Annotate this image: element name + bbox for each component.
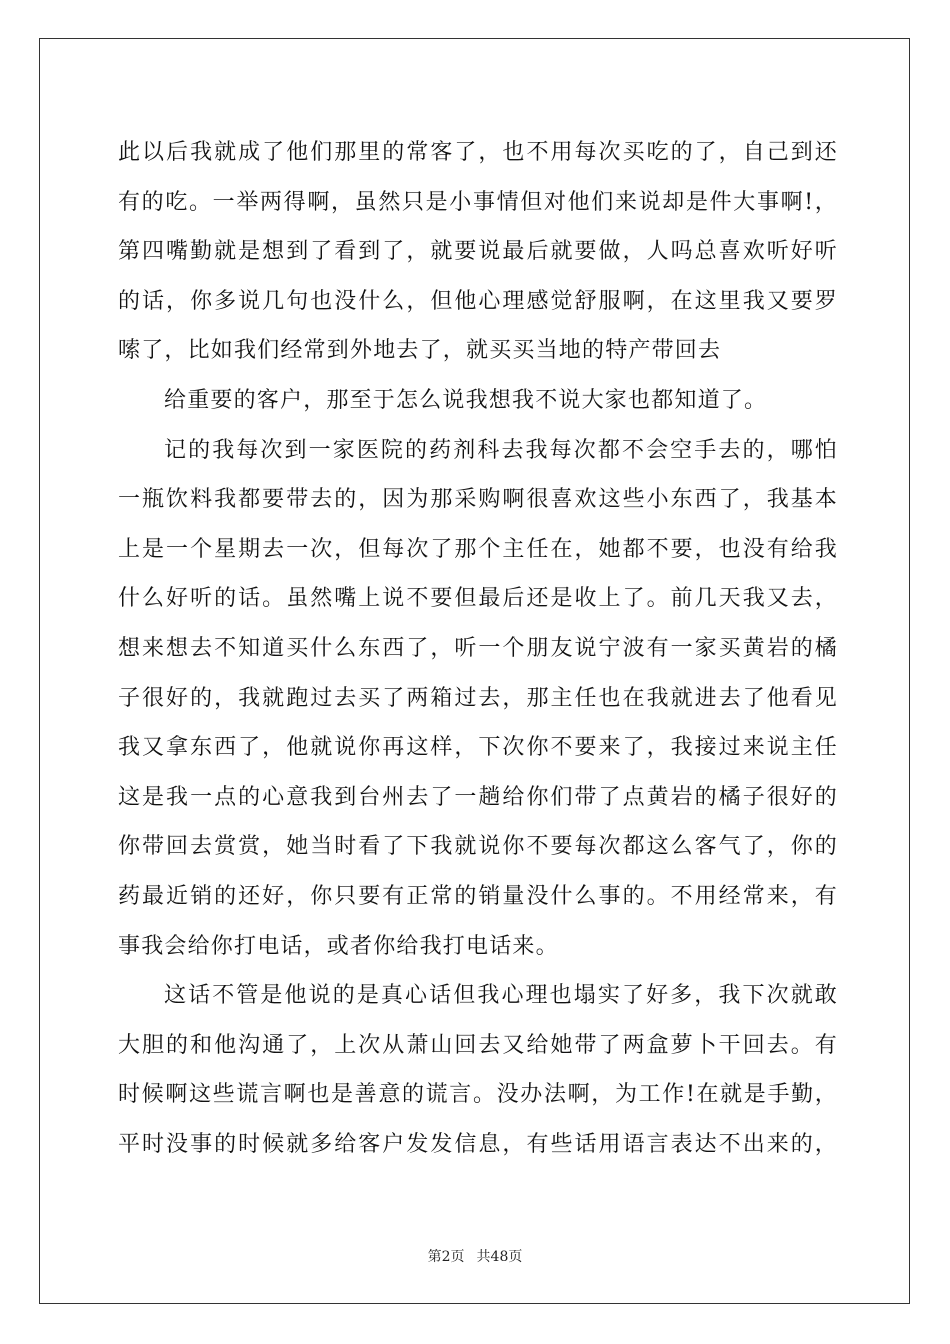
text-line: 给重要的客户，那至于怎么说我想我不说大家也都知道了。 xyxy=(164,387,768,413)
text-line: 这话不管是他说的是真心话但我心理也塌实了好多，我下次就敢 xyxy=(164,983,838,1009)
text-line: 想来想去不知道买什么东西了，听一个朋友说宁波有一家买黄岩的橘 xyxy=(118,635,838,661)
text-line: 第四嘴勤就是想到了看到了，就要说最后就要做，人吗总喜欢听好听 xyxy=(118,239,838,265)
page-footer xyxy=(0,1248,950,1266)
text-line: 记的我每次到一家医院的药剂科去我每次都不会空手去的，哪怕 xyxy=(164,437,838,463)
text-line: 有的吃。一举两得啊，虽然只是小事情但对他们来说却是件大事啊!， xyxy=(118,189,838,215)
text-line: 药最近销的还好，你只要有正常的销量没什么事的。不用经常来，有 xyxy=(118,883,838,909)
text-line: 你带回去赏赏，她当时看了下我就说你不要每次都这么客气了，你的 xyxy=(118,834,838,860)
text-line: 此以后我就成了他们那里的常客了，也不用每次买吃的了，自己到还 xyxy=(118,140,838,165)
text-line: 上是一个星期去一次，但每次了那个主任在，她都不要，也没有给我 xyxy=(118,536,838,562)
text-line: 子很好的，我就跑过去买了两箱过去，那主任也在我就进去了他看见 xyxy=(118,685,838,711)
page-number: 第2页 xyxy=(427,1249,465,1265)
text-line: 什么好听的话。虽然嘴上说不要但最后还是收上了。前几天我又去， xyxy=(118,586,838,612)
text-line: 平时没事的时候就多给客户发发信息，有些话用语言表达不出来的， xyxy=(118,1131,838,1157)
text-line: 事我会给你打电话，或者你给我打电话来。 xyxy=(118,933,559,959)
document-body xyxy=(118,128,838,1169)
text-line: 这是我一点的心意我到台州去了一趟给你们带了点黄岩的橘子很好的 xyxy=(118,784,838,810)
text-line: 时候啊这些谎言啊也是善意的谎言。没办法啊，为工作!在就是手勤， xyxy=(118,1082,838,1108)
text-line: 我又拿东西了，他就说你再这样，下次你不要来了，我接过来说主任 xyxy=(118,735,838,761)
text-line: 的话，你多说几句也没什么，但他心理感觉舒服啊，在这里我又要罗 xyxy=(118,288,838,314)
text-line: 一瓶饮料我都要带去的，因为那采购啊很喜欢这些小东西了，我基本 xyxy=(118,487,838,513)
total-pages: 共48页 xyxy=(476,1249,523,1265)
text-line: 大胆的和他沟通了，上次从萧山回去又给她带了两盒萝卜干回去。有 xyxy=(118,1032,838,1058)
text-line: 嗦了，比如我们经常到外地去了，就买买当地的特产带回去 xyxy=(118,338,722,364)
